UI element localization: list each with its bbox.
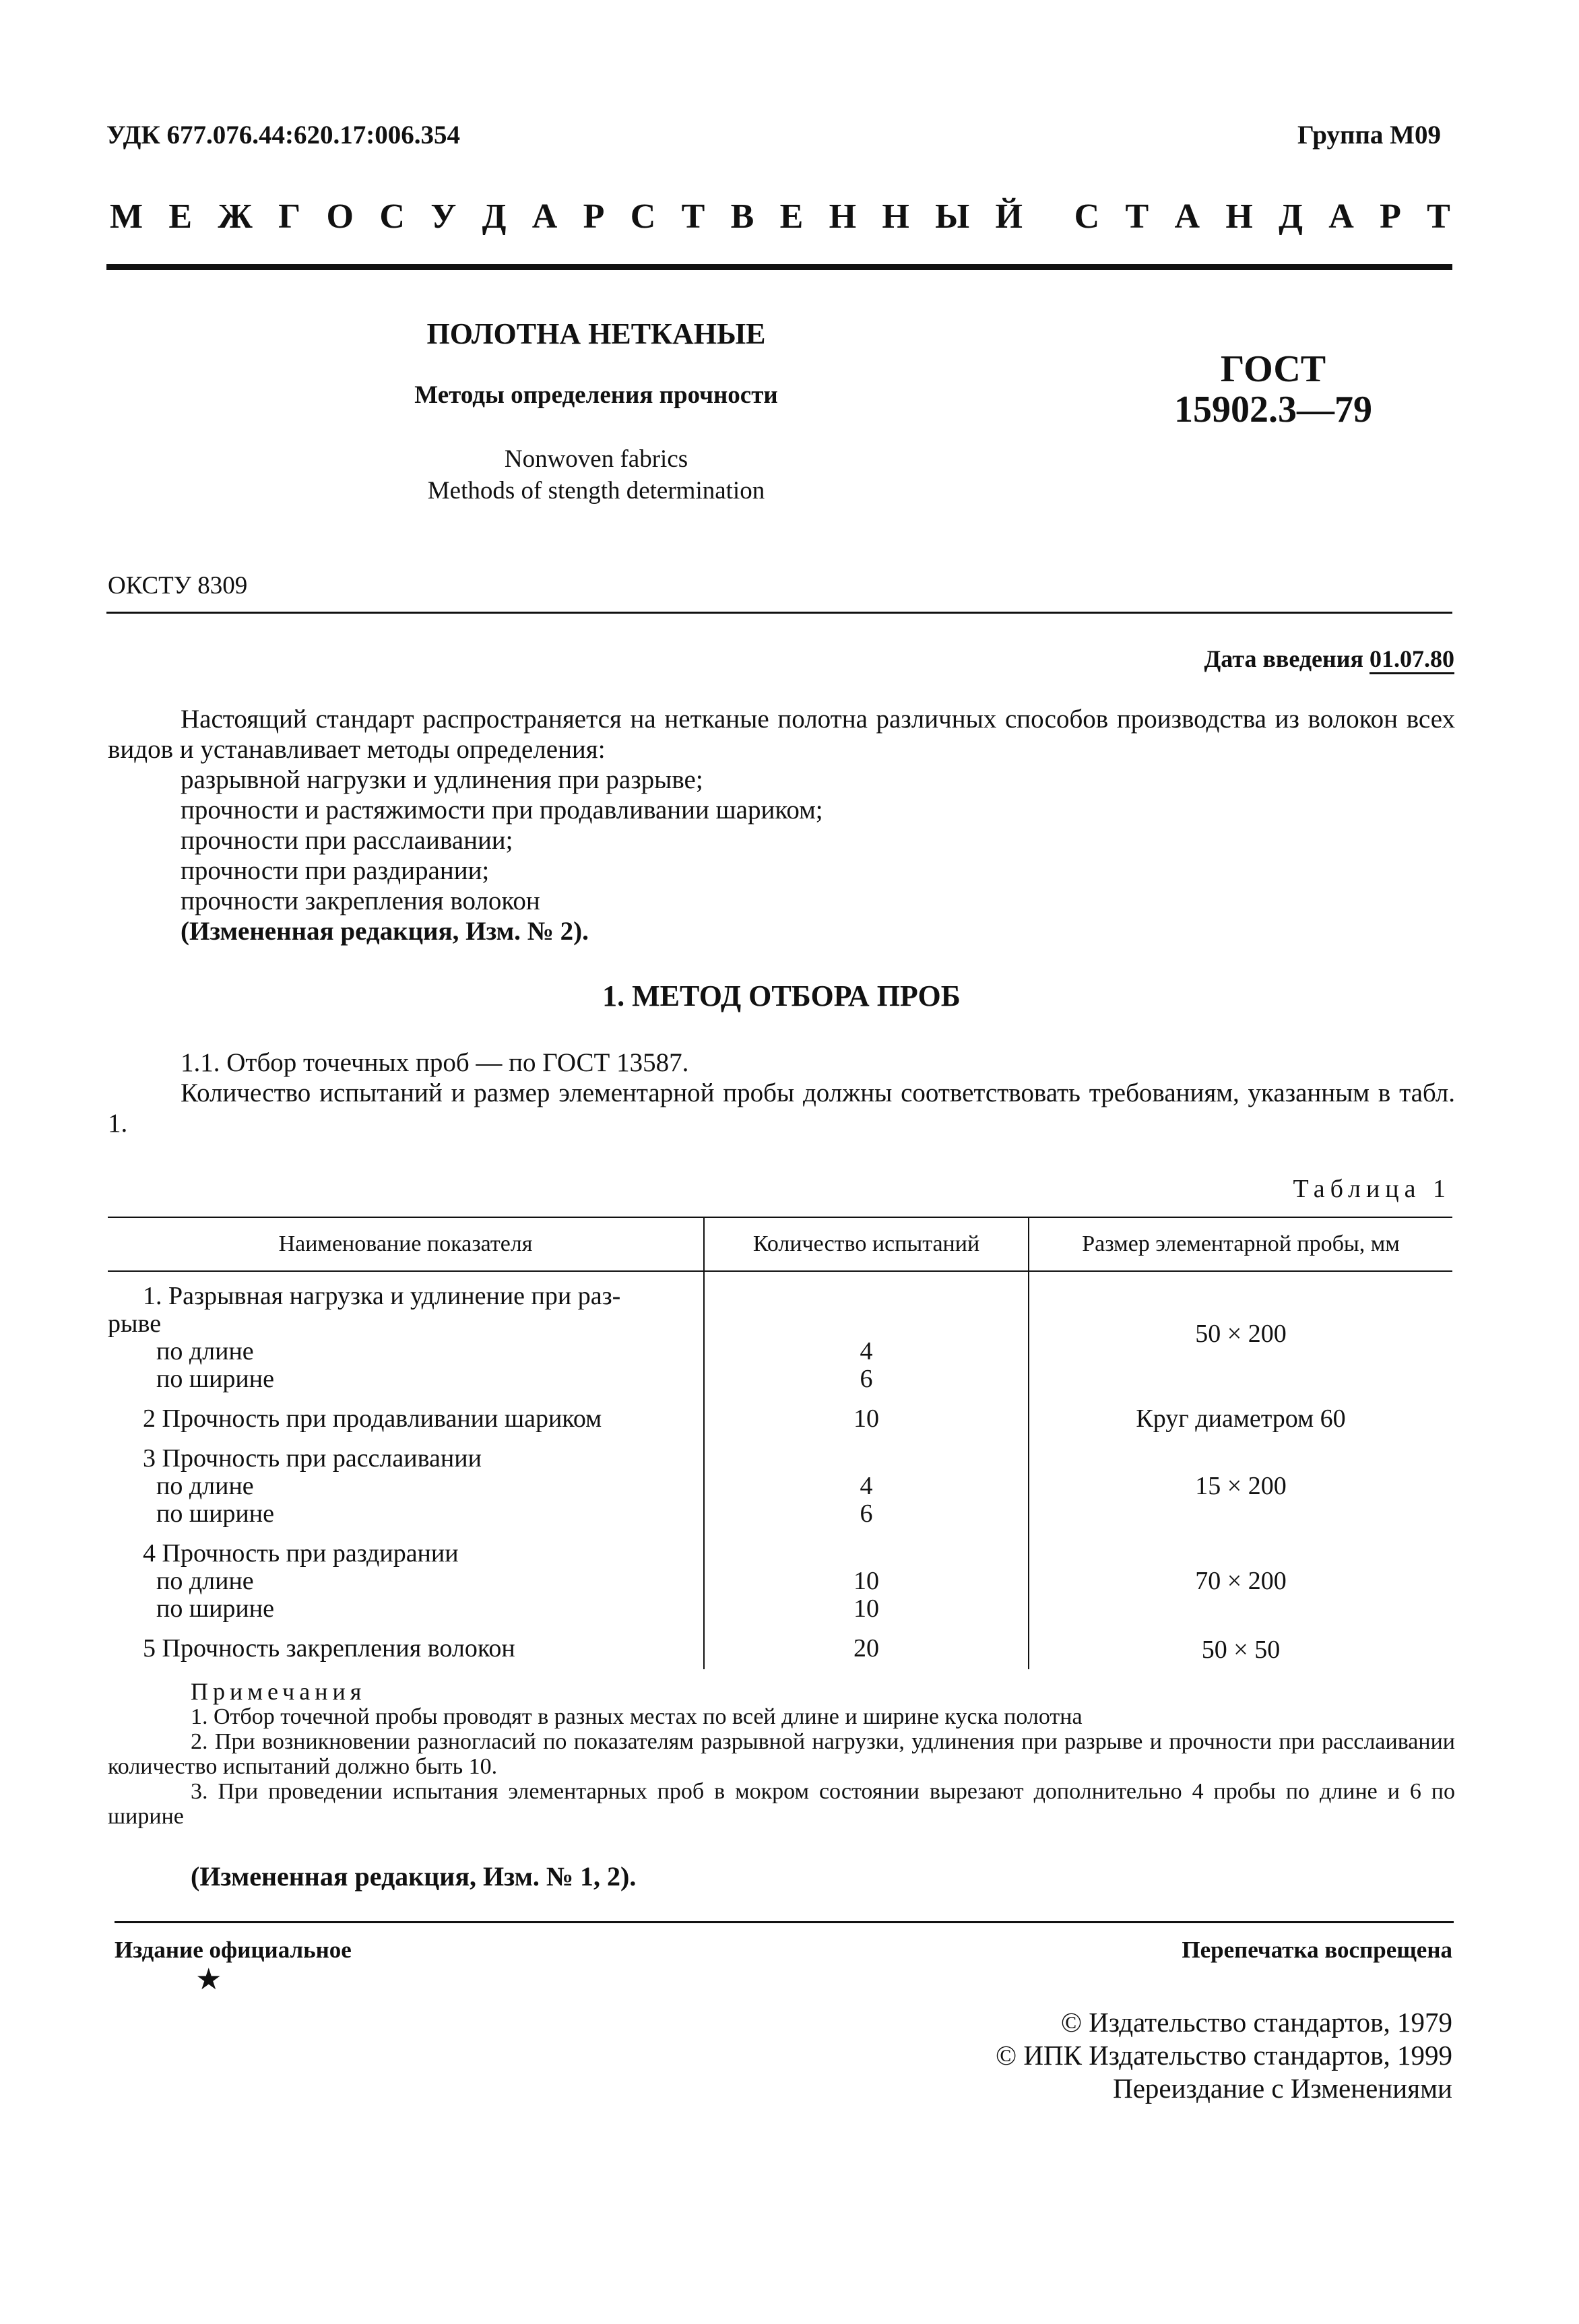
english-title-line: Nonwoven fabrics	[504, 445, 688, 473]
table-row	[108, 1393, 1452, 1433]
table-row	[108, 1271, 1452, 1393]
english-title-line: Methods of stength determination	[427, 477, 765, 505]
note-item: 1. Отбор точечной пробы проводят в разных местах по всей длине и ширине куска полотна	[191, 1704, 1083, 1729]
heading-letter: А	[1174, 197, 1200, 236]
column-header: Наименование показателя	[108, 1217, 704, 1271]
heading-letter: Д	[1279, 197, 1303, 236]
indicator-name: 4 Прочность при раздирании	[143, 1539, 459, 1568]
group-code: Группа М09	[1297, 121, 1441, 150]
heading-letter: С	[1074, 197, 1100, 236]
official-edition-label: Издание официальное	[115, 1937, 352, 1963]
document-title: ПОЛОТНА НЕТКАНЫЕ	[426, 317, 766, 350]
heading-letter: Й	[995, 197, 1023, 236]
intro-list-item: разрывной нагрузки и удлинения при разрыве;	[181, 765, 703, 794]
udk-code: УДК 677.076.44:620.17:006.354	[106, 121, 461, 150]
sample-size-cell	[1029, 1271, 1452, 1393]
test-count-cell	[704, 1623, 1029, 1669]
test-count-cell	[704, 1528, 1029, 1623]
heading-letter: А	[531, 197, 558, 236]
copyright-block	[996, 2006, 1452, 2105]
direction-label: по длине	[156, 1472, 254, 1500]
heading-letter: Д	[482, 197, 507, 236]
test-count: 4	[860, 1337, 873, 1365]
date-value: 01.07.80	[1369, 645, 1454, 674]
sample-size: 15 × 200	[1195, 1472, 1287, 1500]
heading-letter: Ж	[218, 197, 253, 236]
standard-heading	[110, 197, 1450, 236]
note-item: 2. При возникновении разногласий по показателям разрывной нагрузки, удлинения при разрыве и прочности при расслаивании количество испытаний должно быть 10.	[108, 1729, 1455, 1779]
heading-letter: Р	[583, 197, 605, 236]
heading-letter: Т	[681, 197, 705, 236]
clause-paragraph: Количество испытаний и размер элементарной пробы должны соответствовать требованиям, указанным в табл. 1.	[108, 1078, 1455, 1138]
indicator-cell	[108, 1433, 704, 1528]
table-row	[108, 1433, 1452, 1528]
direction-label: по ширине	[156, 1365, 274, 1393]
heading-letter: Т	[1125, 197, 1149, 236]
indicator-cell	[108, 1271, 704, 1393]
heading-letter: Ы	[935, 197, 970, 236]
indicator-cell	[108, 1393, 704, 1433]
column-header: Количество испытаний	[704, 1217, 1029, 1271]
test-count: 10	[853, 1567, 879, 1595]
gost-code-value: 15902.3—79	[1174, 389, 1372, 430]
intro-list-item: прочности закрепления волокон	[181, 886, 540, 915]
column-header: Размер элементарной пробы, мм	[1029, 1217, 1452, 1271]
indicator-cell	[108, 1623, 704, 1669]
heading-letter: В	[730, 197, 754, 236]
table-row	[108, 1623, 1452, 1669]
heading-letter: Н	[829, 197, 857, 236]
sample-table	[108, 1217, 1452, 1669]
test-count: 20	[853, 1634, 879, 1663]
indicator-name: 3 Прочность при расслаивании	[143, 1444, 482, 1473]
note-item: 3. При проведении испытания элементарных проб в мокром состоянии вырезают дополнительно 4 пробы по длине и 6 по ширине	[108, 1779, 1455, 1829]
footer-rule	[115, 1921, 1454, 1923]
sample-size-cell	[1029, 1393, 1452, 1433]
amendment-note: (Измененная редакция, Изм. № 2).	[181, 917, 589, 946]
divider-rule	[106, 612, 1452, 614]
clause-1-1	[108, 1047, 1455, 1138]
introduction	[108, 704, 1455, 946]
heading-letter: А	[1328, 197, 1354, 236]
intro-list-item: прочности при раздирании;	[181, 856, 490, 885]
test-count-cell	[704, 1271, 1029, 1393]
top-rule	[106, 264, 1452, 270]
gost-label: ГОСТ	[1220, 348, 1326, 390]
section-heading: 1. МЕТОД ОТБОРА ПРОБ	[602, 979, 961, 1012]
direction-label: по ширине	[156, 1499, 274, 1528]
test-count: 6	[860, 1365, 873, 1393]
indicator-name: 1. Разрывная нагрузка и удлинение при раз-	[143, 1282, 621, 1310]
test-count: 4	[860, 1472, 873, 1500]
amendment-note: (Измененная редакция, Изм. № 1, 2).	[191, 1861, 637, 1892]
table-caption: Таблица 1	[1293, 1175, 1451, 1203]
star-icon: ★	[195, 1963, 222, 1996]
sample-size: Круг диаметром 60	[1136, 1405, 1346, 1433]
heading-letter: Е	[779, 197, 804, 236]
heading-letter: Н	[1225, 197, 1253, 236]
sample-size-cell	[1029, 1623, 1452, 1669]
sample-size: 70 × 200	[1195, 1567, 1287, 1595]
copyright-line: © Издательство стандартов, 1979	[1060, 2007, 1452, 2038]
reprint-prohibited-label: Перепечатка воспрещена	[1182, 1937, 1452, 1963]
heading-letter: Г	[278, 197, 301, 236]
date-label: Дата введения	[1204, 645, 1369, 672]
sample-size: 50 × 50	[1201, 1636, 1281, 1664]
document-subtitle: Методы определения прочности	[414, 381, 778, 409]
sample-size-cell	[1029, 1433, 1452, 1528]
reissue-note: Переиздание с Изменениями	[1113, 2073, 1452, 2104]
indicator-name: 2 Прочность при продавливании шариком	[143, 1405, 602, 1433]
heading-letter: О	[326, 197, 354, 236]
intro-list-item: прочности при расслаивании;	[181, 826, 513, 855]
heading-letter: С	[379, 197, 405, 236]
heading-letter: М	[110, 197, 143, 236]
direction-label: по длине	[156, 1567, 254, 1595]
notes-heading: Примечания	[191, 1678, 366, 1705]
sample-size: 50 × 200	[1195, 1320, 1287, 1348]
english-title	[259, 443, 933, 507]
table-header-row	[108, 1217, 1452, 1271]
test-count-cell	[704, 1393, 1029, 1433]
indicator-name: рыве	[108, 1310, 162, 1338]
indicator-name: 5 Прочность закрепления волокон	[143, 1634, 515, 1663]
introduction-date	[1204, 645, 1455, 673]
heading-letter: Е	[168, 197, 193, 236]
test-count: 6	[860, 1499, 873, 1528]
table-row	[108, 1528, 1452, 1623]
intro-paragraph: Настоящий стандарт распространяется на нетканые полотна различных способов производства из волокон всех видов и устанавливает методы определения:	[108, 705, 1455, 764]
heading-letter: Н	[882, 197, 909, 236]
heading-letter: С	[630, 197, 656, 236]
test-count: 10	[853, 1594, 879, 1623]
clause-paragraph: 1.1. Отбор точечных проб — по ГОСТ 13587.	[181, 1048, 689, 1077]
sample-size-cell	[1029, 1528, 1452, 1623]
indicator-cell	[108, 1528, 704, 1623]
heading-letter: Р	[1380, 197, 1401, 236]
direction-label: по длине	[156, 1337, 254, 1365]
intro-list-item: прочности и растяжимости при продавливании шариком;	[181, 796, 823, 825]
heading-letter: Т	[1427, 197, 1450, 236]
copyright-line: © ИПК Издательство стандартов, 1999	[995, 2040, 1452, 2071]
okstu-code: ОКСТУ 8309	[108, 572, 248, 600]
table-notes	[108, 1679, 1455, 1829]
gost-number	[1118, 349, 1428, 430]
heading-letter: У	[430, 197, 457, 236]
test-count-cell	[704, 1433, 1029, 1528]
direction-label: по ширине	[156, 1594, 274, 1623]
test-count: 10	[853, 1405, 879, 1433]
